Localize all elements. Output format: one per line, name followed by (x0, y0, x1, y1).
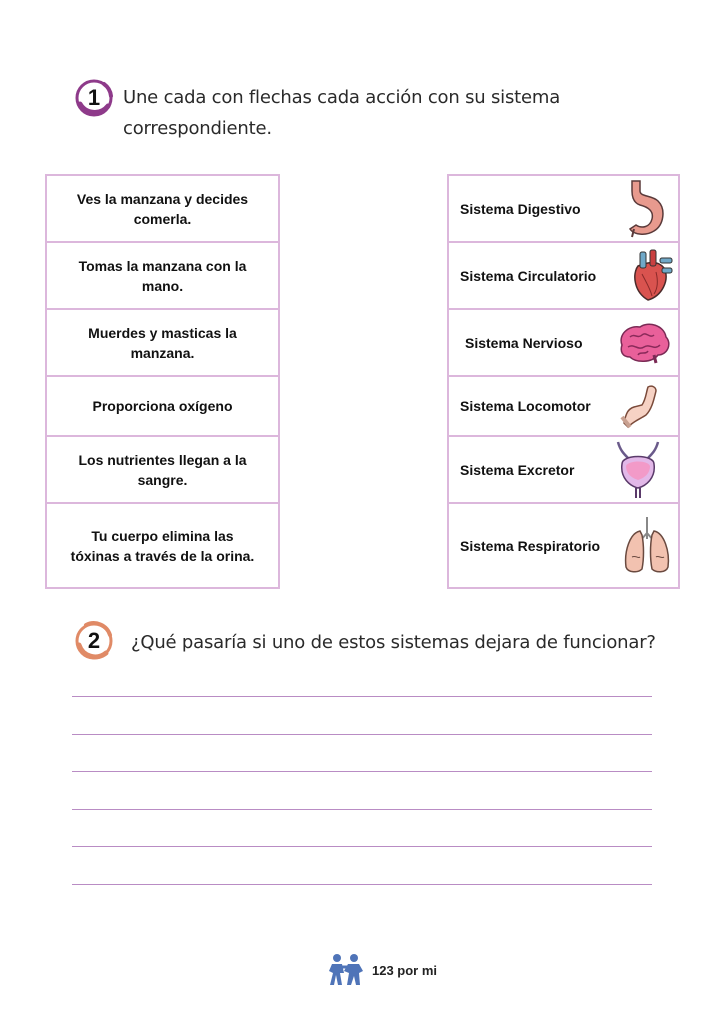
question-2-text: ¿Qué pasaría si uno de estos sistemas dejara de funcionar? (131, 632, 656, 653)
answer-line[interactable] (72, 884, 652, 885)
answer-line[interactable] (72, 696, 652, 697)
question-1-line-2: correspondiente. (123, 118, 272, 139)
system-cell-circulatorio[interactable] (449, 243, 678, 310)
question-1-number: 1 (87, 85, 101, 110)
action-cell[interactable] (47, 243, 278, 310)
system-cell-respiratorio[interactable] (449, 504, 678, 587)
answer-line[interactable] (72, 734, 652, 735)
answer-line[interactable] (72, 809, 652, 810)
action-text-line: tóxinas a través de la orina. (70, 547, 255, 564)
action-cell[interactable] (47, 176, 278, 243)
system-cell-excretor[interactable] (449, 437, 678, 504)
answer-line[interactable] (72, 771, 652, 772)
action-text-line: comerla. (133, 210, 192, 227)
footer (328, 952, 437, 988)
answer-line[interactable] (72, 846, 652, 847)
question-1-line-1: Une cada con flechas cada acción con su sistema (123, 87, 561, 108)
bladder-icon (614, 440, 662, 500)
footer-brand: 123 por mi (372, 962, 438, 978)
arm-icon (620, 383, 660, 429)
systems-table (447, 174, 680, 589)
system-label: Sistema Respiratorio (460, 537, 601, 554)
action-cell[interactable] (47, 377, 278, 437)
action-text-line: manzana. (130, 344, 195, 361)
actions-table (45, 174, 280, 589)
action-text-line: Tu cuerpo elimina las (91, 527, 234, 544)
action-text-line: Los nutrientes llegan a la (78, 451, 247, 468)
action-cell[interactable] (47, 504, 278, 587)
action-text-line: Muerdes y masticas la (88, 324, 237, 341)
system-cell-digestivo[interactable] (449, 176, 678, 243)
action-text-line: sangre. (137, 471, 188, 488)
system-label: Sistema Nervioso (465, 334, 583, 351)
action-text-line: mano. (141, 277, 184, 294)
question-1-text (123, 82, 560, 144)
action-text-line: Proporciona oxígeno (92, 398, 233, 414)
system-label: Sistema Excretor (460, 461, 575, 478)
action-cell[interactable] (47, 310, 278, 377)
heart-icon (628, 248, 674, 304)
system-label: Sistema Circulatorio (460, 267, 597, 284)
system-cell-nervioso[interactable] (449, 310, 678, 377)
question-1-badge (74, 78, 114, 118)
system-cell-locomotor[interactable] (449, 377, 678, 437)
kids-logo-icon (328, 953, 364, 987)
question-2-badge (74, 621, 114, 661)
brain-icon (616, 321, 672, 365)
action-cell[interactable] (47, 437, 278, 504)
question-2-number: 2 (87, 628, 101, 653)
stomach-icon (626, 179, 670, 239)
system-label: Sistema Digestivo (460, 200, 581, 217)
action-text-line: Tomas la manzana con la (78, 257, 247, 274)
action-text-line: Ves la manzana y decides (76, 190, 249, 207)
lungs-icon (622, 515, 672, 577)
system-label: Sistema Locomotor (460, 398, 591, 414)
